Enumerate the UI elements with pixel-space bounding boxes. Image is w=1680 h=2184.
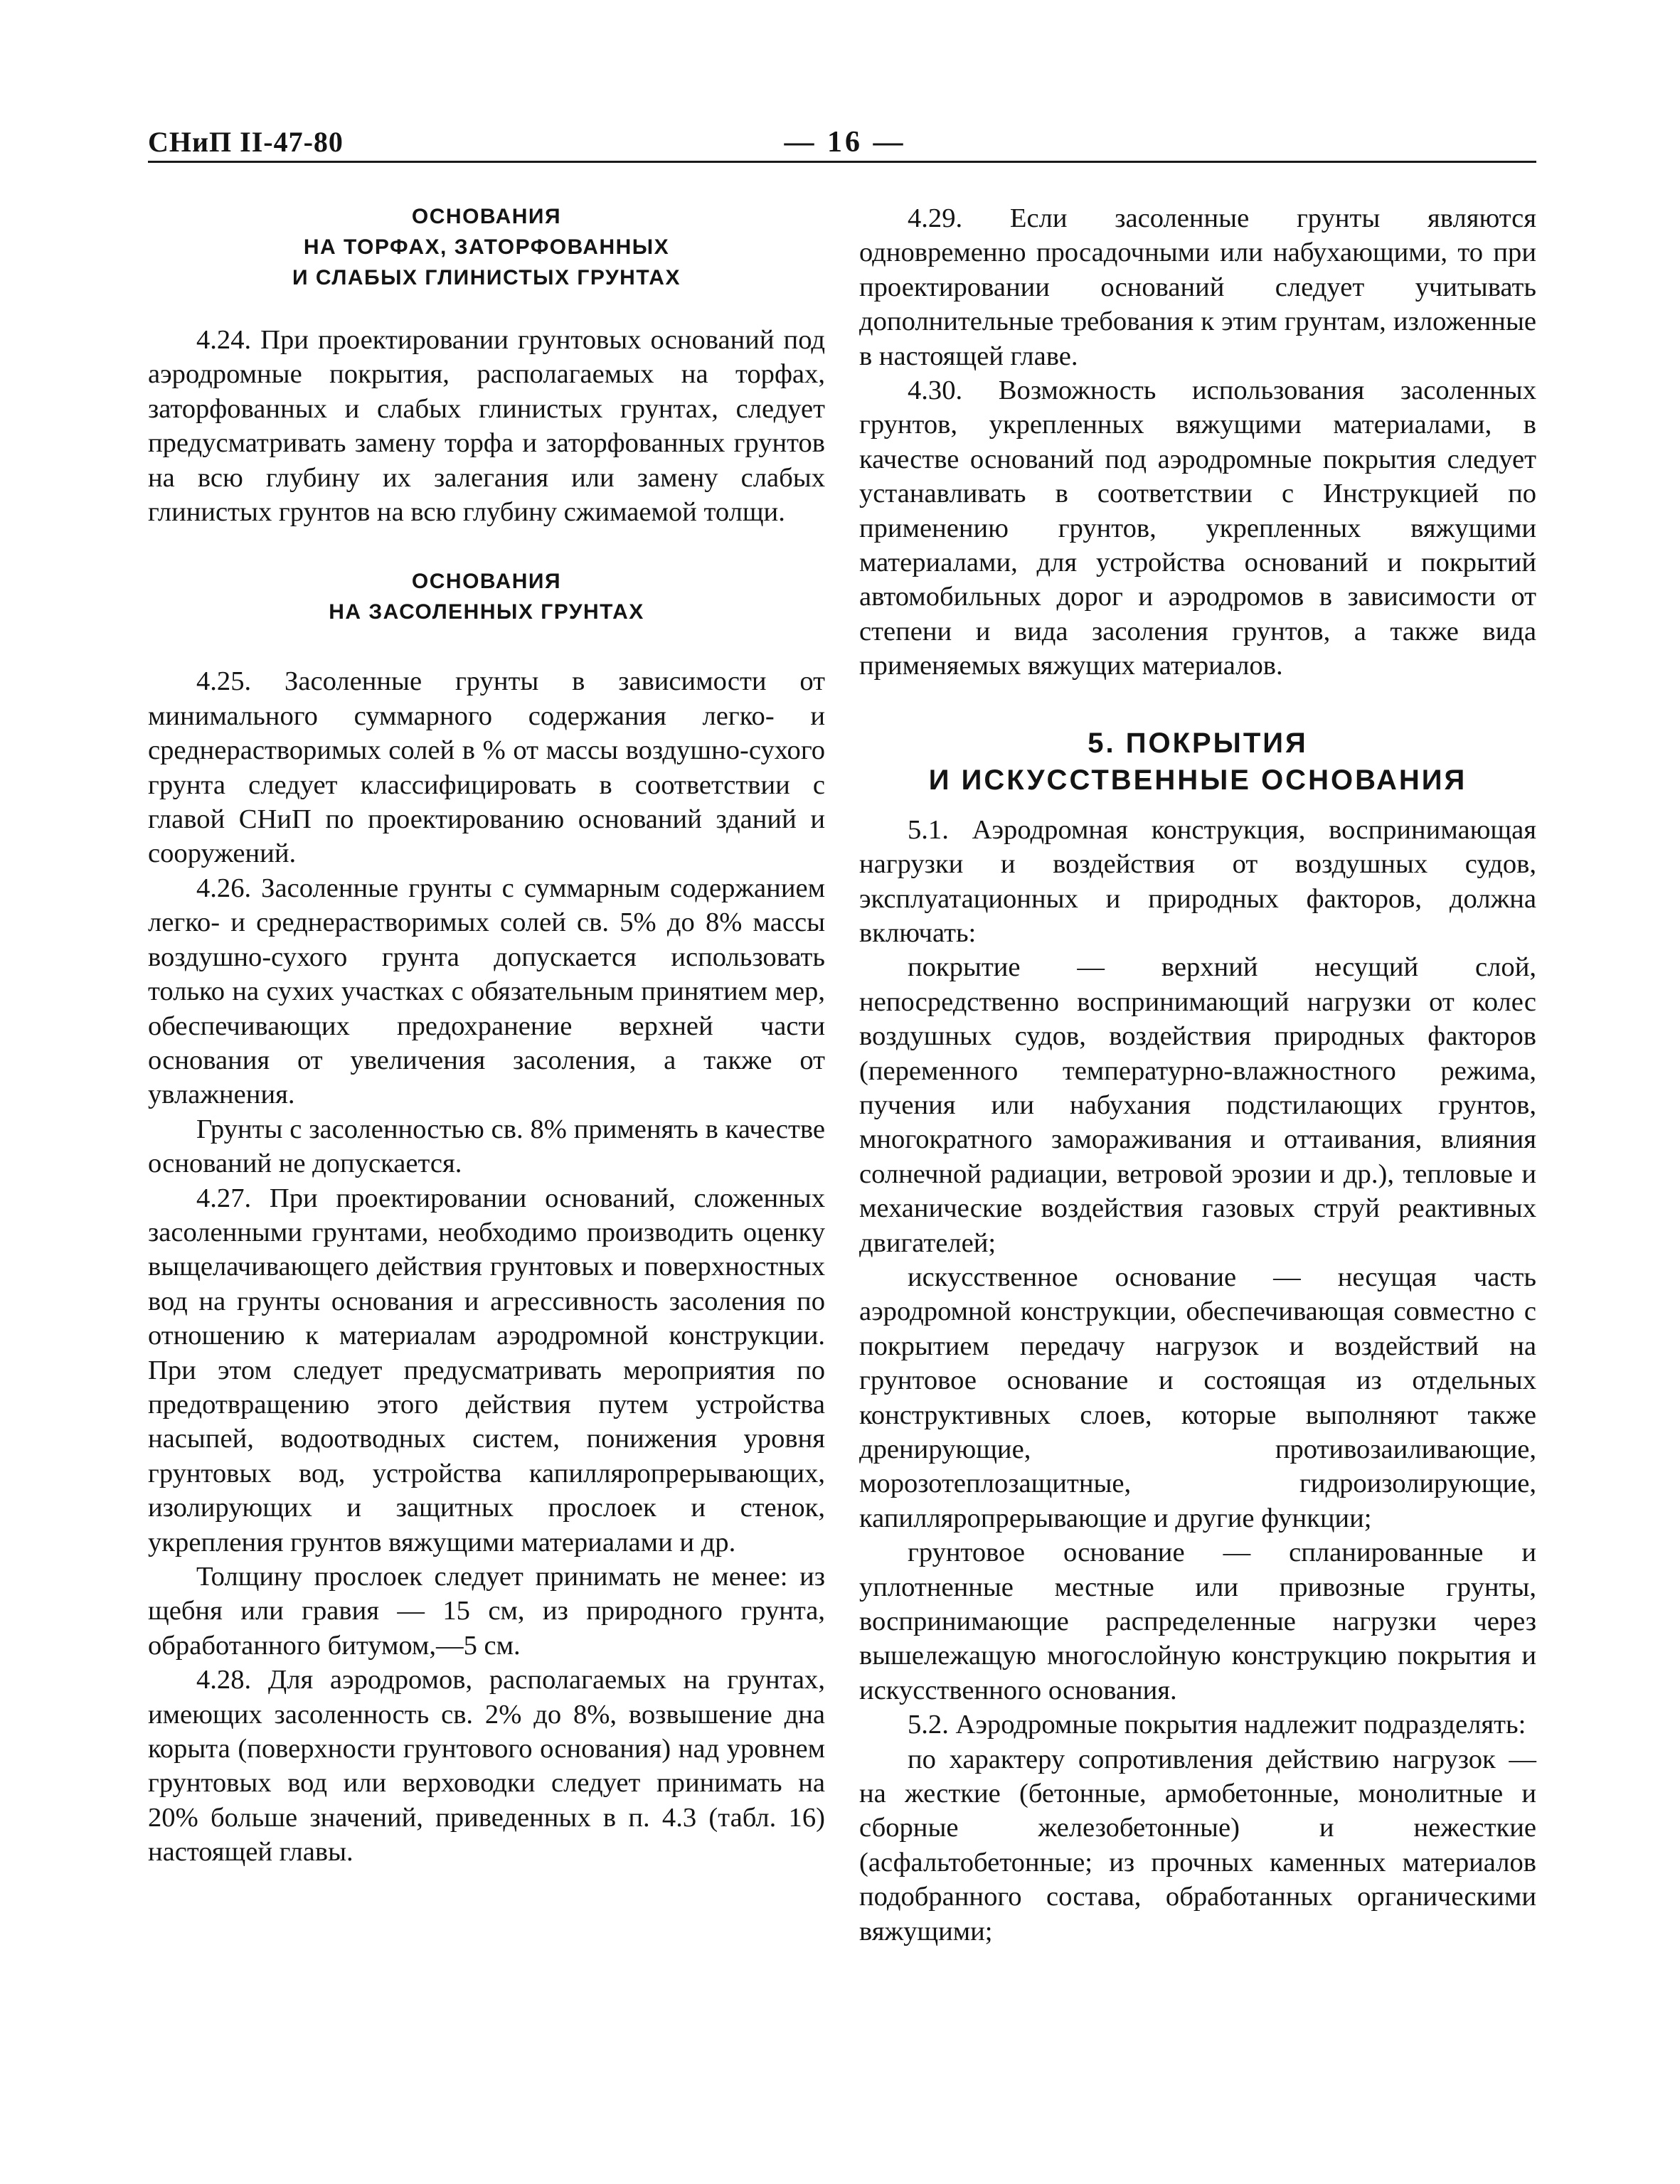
paragraph-4-25: 4.25. Засоленные грунты в зависимости от минимального суммарного содержания легко- и среднерастворимых солей в % от массы воздушно-сухого грунта следует классифицировать в соответствии с главой СНиП по проектированию оснований зданий и сооружений. (148, 666, 825, 869)
section-heading-peat (148, 201, 825, 293)
paragraph-4-26: 4.26. Засоленные грунты с суммарным содержанием легко- и среднерастворимых солей св. 5% до 8% массы воздушно-сухого грунта допускается использовать только на сухих участках с обязательным принятием мер, обеспечивающих предохранение верхней части основания от увеличения засоления, а также от увлажнения. (148, 873, 825, 1110)
page-header (148, 121, 1536, 164)
paragraph-5-1: 5.1. Аэродромная конструкция, воспринимающая нагрузки и воздействия от воздушных судов, эксплуатационных и природных факторов, должна включать: (859, 814, 1536, 948)
paragraph-4-24: 4.24. При проектировании грунтовых оснований под аэродромные покрытия, располагаемых на торфах, заторфованных и слабых глинистых грунтах, следует предусматривать замену торфа и заторфованных грунтов на всю глубину их залегания или замену слабых глинистых грунтов на всю глубину сжимаемой толщи. (148, 325, 825, 528)
paragraph-5-1-artificial-base: искусственное основание — несущая часть аэродромной конструкции, обеспечивающая совместно с покрытием передачу нагрузок и воздействий на грунтовое основание и состоящая из отдельных конструктивных слоев, которые выполняют также дренирующие, противозаиливающие, морозотеплозащитные, гидроизолирующие, капилляропрерывающие и другие функции; (859, 1262, 1536, 1533)
paragraph-5-2-types: по характеру сопротивления действию нагрузок — на жесткие (бетонные, армобетонные, монолитные и сборные железобетонные) и нежесткие (асфальтобетонные; из прочных каменных материалов подобранного состава, обработанных органическими вяжущими; (859, 1744, 1536, 1946)
paragraph-4-29: 4.29. Если засоленные грунты являются одновременно просадочными или набухающими, то при проектировании оснований следует учитывать дополнительные требования к этим грунтам, изложенные в настоящей главе. (859, 203, 1536, 371)
paragraph-5-1-soil-base: грунтовое основание — спланированные и уплотненные местные или привозные грунты, воспринимающие распределенные нагрузки через вышележащую многослойную конструкцию покрытия и искусственного основания. (859, 1538, 1536, 1705)
heading-line: И ИСКУССТВЕННЫЕ ОСНОВАНИЯ (928, 764, 1467, 796)
heading-line: И СЛАБЫХ ГЛИНИСТЫХ ГРУНТАХ (292, 266, 681, 289)
paragraph-4-30: 4.30. Возможность использования засоленных грунтов, укрепленных вяжущими материалами, в качестве оснований под аэродромные покрытия следует устанавливать в соответствии с Инструкцией по применению грунтов, укрепленных вяжущими материалами, для устройства оснований и покрытий автомобильных дорог и аэродромов в зависимости от степени и вида засоления грунтов, а также вида применяемых вяжущих материалов. (859, 375, 1536, 681)
document-code: СНиП II-47-80 (148, 126, 344, 158)
paragraph-5-1-pavement: покрытие — верхний несущий слой, непосредственно воспринимающий нагрузки от колес воздушных судов, воздействия природных факторов (переменного температурно-влажностного режима, пучения или набухания подстилающих грунтов, многократного замораживания и оттаивания, влияния солнечной радиации, ветровой эрозии и др.), тепловые и механические воздействия газовых струй реактивных двигателей; (859, 952, 1536, 1258)
right-column (859, 201, 1536, 1949)
header-rule (148, 161, 1536, 163)
chapter-heading-5 (859, 725, 1536, 799)
paragraph-4-27: 4.27. При проектировании оснований, сложенных засоленными грунтами, необходимо производить оценку выщелачивающего действия грунтовых и поверхностных вод на грунты основания и агрессивность засоления по отношению к материалам аэродромной конструкции. При этом следует предусматривать мероприятия по предотвращению этого действия путем устройства насыпей, водоотводных систем, понижения уровня грунтовых вод, устройства капилляропрерывающих, изолирующих и защитных прослоек и стенок, укрепления грунтов вяжущими материалами и др. (148, 1183, 825, 1557)
paragraph-5-2: 5.2. Аэродромные покрытия надлежит подразделять: (908, 1710, 1526, 1740)
section-heading-saline (148, 566, 825, 627)
heading-line: НА ТОРФАХ, ЗАТОРФОВАННЫХ (303, 235, 670, 259)
heading-line: ОСНОВАНИЯ (411, 570, 562, 594)
heading-line: НА ЗАСОЛЕННЫХ ГРУНТАХ (329, 600, 644, 624)
heading-line: ОСНОВАНИЯ (411, 205, 562, 228)
paragraph-4-26-note: Грунты с засоленностью св. 8% применять в качестве оснований не допускается. (148, 1114, 825, 1179)
heading-line: 5. ПОКРЫТИЯ (1088, 727, 1308, 759)
left-column (148, 201, 825, 1870)
paragraph-4-28: 4.28. Для аэродромов, располагаемых на грунтах, имеющих засоленность св. 2% до 8%, возвышение дна корыта (поверхности грунтового основания) над уровнем грунтовых вод или верховодки следует принимать на 20% больше значений, приведенных в п. 4.3 (табл. 16) настоящей главы. (148, 1665, 825, 1868)
paragraph-4-27-note: Толщину прослоек следует принимать не менее: из щебня или гравия — 15 см, из природного грунта, обработанного битумом,—5 см. (148, 1562, 825, 1661)
page-number: — 16 — (784, 126, 906, 159)
